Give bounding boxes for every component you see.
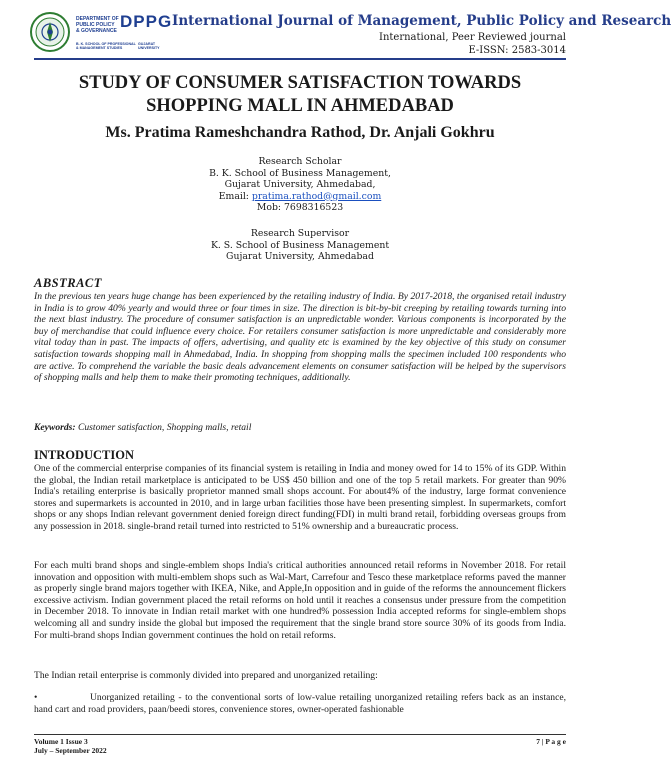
university-seal-icon	[30, 12, 70, 52]
abstract-heading: ABSTRACT	[34, 276, 102, 290]
logo-acronym: DPPG	[120, 12, 173, 31]
footer-issue-info: Volume 1 Issue 3 July – September 2022	[34, 737, 107, 755]
affiliation-supervisor: Research Supervisor K. S. School of Business Management Gujarat University, Ahmedabad	[210, 228, 390, 263]
logo-school-name: B. K. SCHOOL OF PROFESSIONAL & MANAGEMENT STUDIES	[76, 42, 136, 51]
paper-title: STUDY OF CONSUMER SATISFACTION TOWARDS SHOPPING MALL IN AHMEDABAD	[78, 73, 522, 116]
intro-paragraph-2: For each multi brand shops and single-emblem shops India's critical authorities announced retail reforms in November 2018. For retail innovation and opposition with multi-emblem shops such as Wal-Mart, Carrefour and Tesco these marketplace reforms paved the manner as properly single brand majors together with IKEA, Nike, and Apple,In opposition and in guide of the reforms the announcement flickers excessive activism. Indian government placed the retail reforms on hold until it reaches a consensus under pressure from the competition in December 2018. To innovate in Indian retail market with one hundred% possession India accepted reforms for single-emblem shops welcoming all and sundry inside the global but imposed the requirement that the single brand store source 30% of its goods from India. For multi-brand shops Indian government continues the hold on retail reforms.	[34, 560, 566, 641]
journal-subtitle: International, Peer Reviewed journal	[379, 32, 566, 43]
affiliation-scholar: Research Scholar B. K. School of Business Management, Gujarat University, Ahmedabad, Email: pratima.rathod@gmail.com Mob: 7698316523	[209, 156, 391, 214]
intro-paragraph-3: The Indian retail enterprise is commonly divided into prepared and unorganized retailing:	[34, 670, 378, 681]
page-number: 7 | P a g e	[536, 737, 566, 746]
bullet-mark: •	[34, 692, 38, 703]
header-divider	[34, 58, 566, 60]
author-email-link[interactable]: pratima.rathod@gmail.com	[251, 190, 382, 202]
footer-divider	[34, 734, 566, 735]
abstract-text: In the previous ten years huge change has been experienced by the retailing industry of India. By 2017-2018, the organised retail industry in India is to grow 40% yearly and would three or four times in size. The direction is bit-by-bit creeping by retailing towards turning into the next blast industry. The procedure of consumer satisfaction is an unpredictable wonder. Various components is incorporated by the buy of merchandise that could influence every choice. For retailers consumer satisfaction is more unpredictable and considerably more vital today than in past. The impacts of offers, advertising, and quality etc is examined by the key objective of this study on consumer satisfaction towards shopping mall in Ahmedabad, India. In shopping from shopping malls the specimen included 100 respondents who are active. To comprehend the variable the basic deals advancement elements on consumer satisfaction will be helped by the supervisors of shopping malls and help them to make their promoting techniques, additionally.	[34, 291, 566, 384]
keywords-label: Keywords:	[34, 422, 76, 433]
logo-org-name: DEPARTMENT OF PUBLIC POLICY & GOVERNANCE	[76, 16, 119, 34]
introduction-heading: INTRODUCTION	[34, 448, 135, 462]
intro-paragraph-1: One of the commercial enterprise companies of its financial system is retailing in India and money owed for 14 to 15% of its GDP. Within the global, the Indian retail marketplace is anticipated to be US$ 450 billion and one of the top 5 retail markets. For greater than 90% India's retailing enterprise is basically proprietor manned small shops account. For about4% of the industry, large format convenience stores and supermarkets is accounted in 2010, and in large urban facilities those have been presenting simplest. In supermarkets, comfort shops or any shops Indian relevant government denied foreign direct funding(FDI) in multi brand retail, forbidding overseas groups from any possession in 2018. single-brand retail turned into restricted to 51% ownership and a bureaucratic process.	[34, 463, 566, 532]
keywords-list: Customer satisfaction, Shopping malls, retail	[75, 422, 252, 433]
bullet-unorganized-retailing: • Unorganized retailing - to the conventional sorts of low-value retailing unorganized retailing refers back as an instance, hand cart and road providers, paan/beedi stores, convenience stores, owner-operated fashionable	[34, 692, 566, 715]
logo-university-name: GUJARAT UNIVERSITY	[138, 42, 160, 51]
paper-authors: Ms. Pratima Rameshchandra Rathod, Dr. Anjali Gokhru	[105, 124, 495, 141]
journal-logo	[6, 10, 174, 54]
journal-issn: E-ISSN: 2583-3014	[468, 45, 566, 56]
keywords	[34, 422, 566, 433]
journal-title: International Journal of Management, Public Policy and Research	[172, 13, 671, 29]
